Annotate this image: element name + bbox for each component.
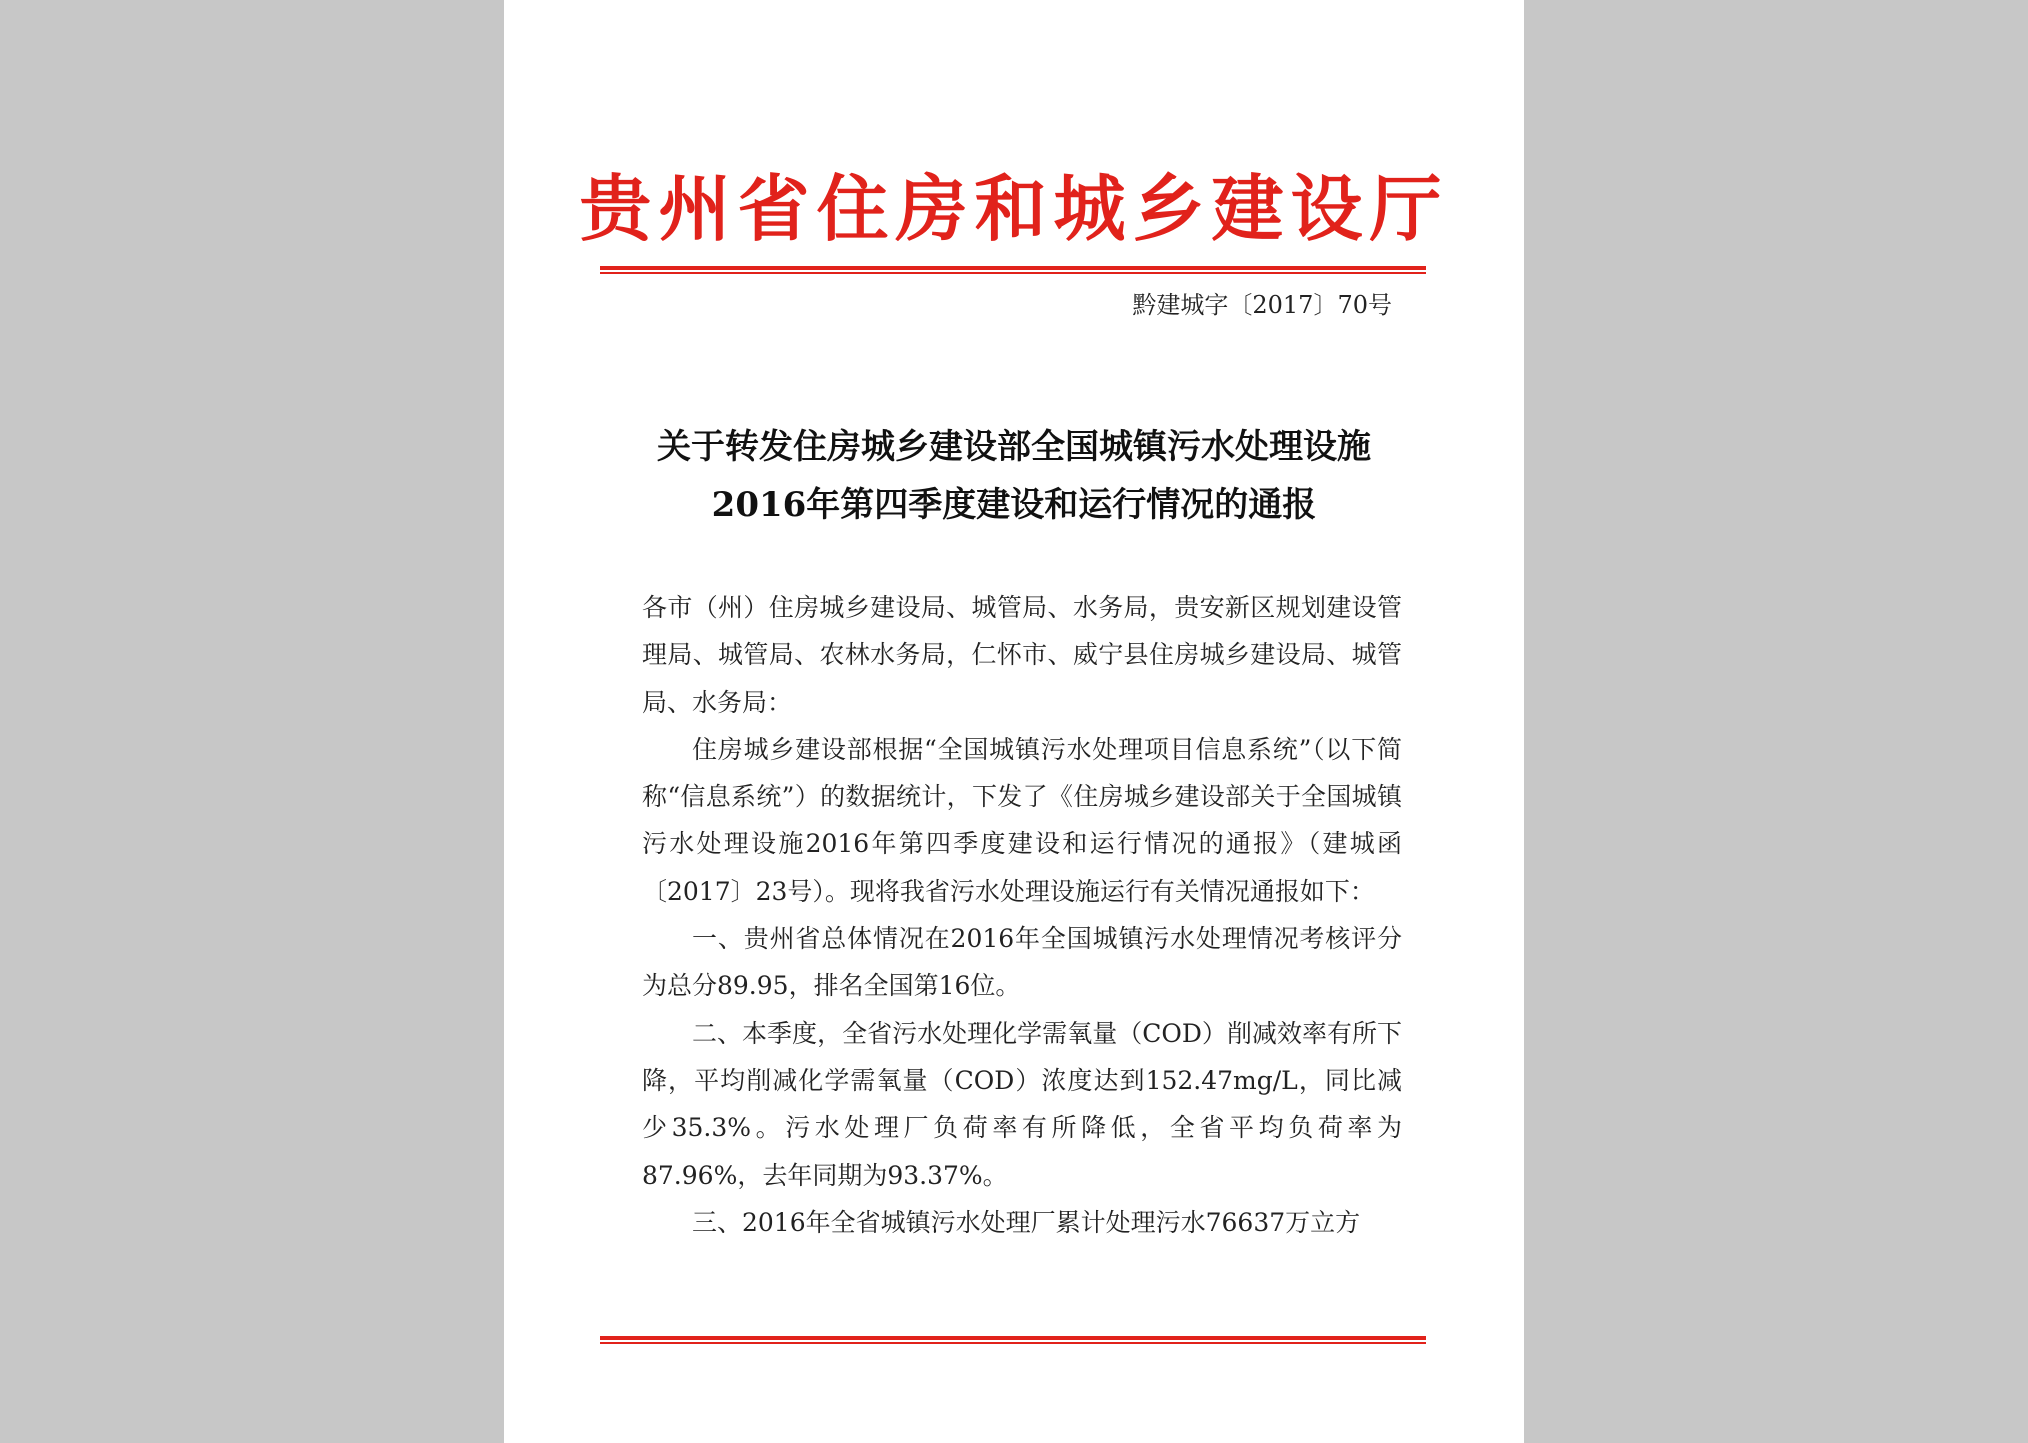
body-paragraph-section-1: 一、贵州省总体情况在2016年全国城镇污水处理情况考核评分为总分89.95，排名全国第16位。 [642,924,1402,1001]
document-title-line-2: 2016年第四季度建设和运行情况的通报 [711,485,1317,525]
document-body [642,584,1402,1246]
document-page [504,0,1524,1443]
document-number: 黔建城字〔2017〕70号 [1132,291,1392,319]
body-paragraph-intro: 住房城乡建设部根据“全国城镇污水处理项目信息系统”（以下简称“信息系统”）的数据统计，下发了《住房城乡建设部关于全国城镇污水处理设施2016年第四季度建设和运行情况的通报》（建城函〔2017〕23号）。现将我省污水处理设施运行有关情况通报如下： [642,734,1402,906]
body-paragraph-section-3: 三、2016年全省城镇污水处理厂累计处理污水76637万立方 [692,1207,1361,1237]
header-red-rule-bottom [600,272,1426,274]
body-paragraph-section-2: 二、本季度，全省污水处理化学需氧量（COD）削减效率有所下降，平均削减化学需氧量（COD）浓度达到152.47mg/L，同比减少35.3%。污水处理厂负荷率有所降低，全省平均负荷率为87.96%，去年同期为93.37%。 [642,1018,1402,1190]
document-title [634,418,1394,534]
header-red-rule-top [600,266,1426,270]
issuing-authority-title: 贵州省住房和城乡建设厅 [579,166,1449,251]
document-title-line-1: 关于转发住房城乡建设部全国城镇污水处理设施 [657,427,1371,467]
footer-red-rule-bottom [600,1342,1426,1344]
recipients-paragraph: 各市（州）住房城乡建设局、城管局、水务局，贵安新区规划建设管理局、城管局、农林水务局，仁怀市、威宁县住房城乡建设局、城管局、水务局： [642,593,1402,717]
footer-red-rule-top [600,1336,1426,1340]
